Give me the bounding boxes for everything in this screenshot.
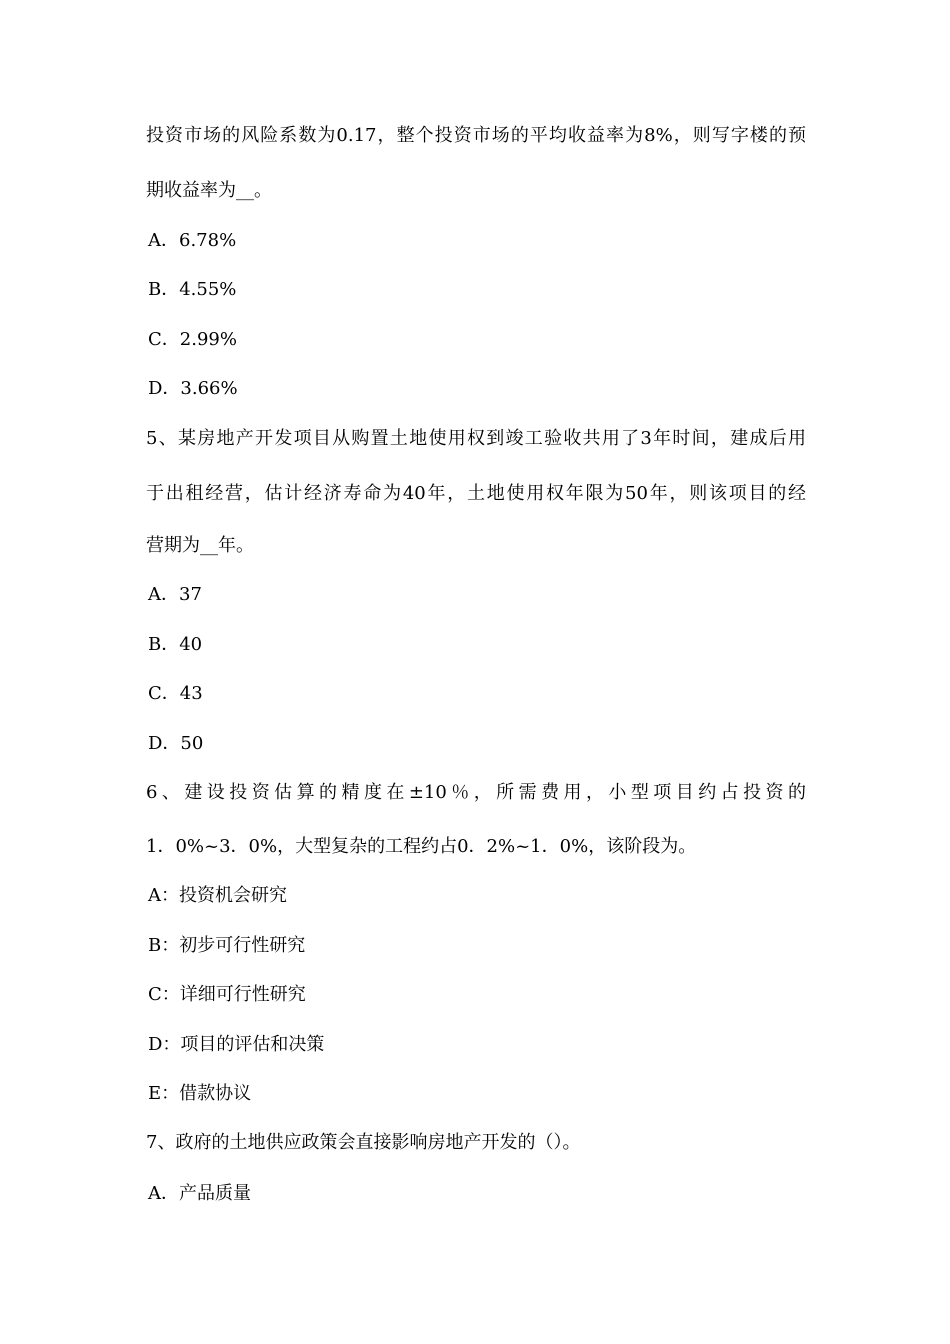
question-5-text-line-2: 于出租经营，估计经济寿命为40年，土地使用权年限为50年，则该项目的经 [146, 483, 806, 504]
question-6-option-d: D：项目的评估和决策 [148, 1034, 325, 1055]
question-6-option-b: B：初步可行性研究 [148, 935, 306, 956]
question-4-option-a: A．6.78% [148, 230, 237, 251]
question-5-option-a: A．37 [148, 584, 202, 605]
question-6-text-line-2: 1．0%~3．0%，大型复杂的工程约占0．2%~1．0%，该阶段为。 [146, 836, 697, 857]
question-6-option-e: E：借款协议 [148, 1083, 252, 1104]
question-5-text-line-1: 5、某房地产开发项目从购置土地使用权到竣工验收共用了3年时间，建成后用 [146, 428, 806, 449]
question-4-option-d: D．3.66% [148, 378, 238, 399]
question-7-option-a: A．产品质量 [148, 1183, 251, 1204]
question-6-option-c: C：详细可行性研究 [148, 984, 306, 1005]
question-4-text-line-1: 投资市场的风险系数为0.17，整个投资市场的平均收益率为8%，则写字楼的预 [146, 125, 806, 146]
question-5-option-d: D．50 [148, 733, 204, 754]
question-5-text-line-3: 营期为__年。 [146, 535, 254, 556]
question-6-option-a: A：投资机会研究 [148, 885, 287, 906]
question-4-option-c: C．2.99% [148, 329, 237, 350]
question-4-text-line-2: 期收益率为__。 [146, 180, 272, 201]
question-4-option-b: B．4.55% [148, 279, 237, 300]
question-5-option-b: B．40 [148, 634, 203, 655]
question-7-text-line-1: 7、政府的土地供应政策会直接影响房地产开发的（）。 [146, 1132, 581, 1153]
question-6-text-line-1: 6、建设投资估算的精度在±10％，所需费用，小型项目约占投资的 [146, 782, 806, 803]
question-5-option-c: C．43 [148, 683, 203, 704]
